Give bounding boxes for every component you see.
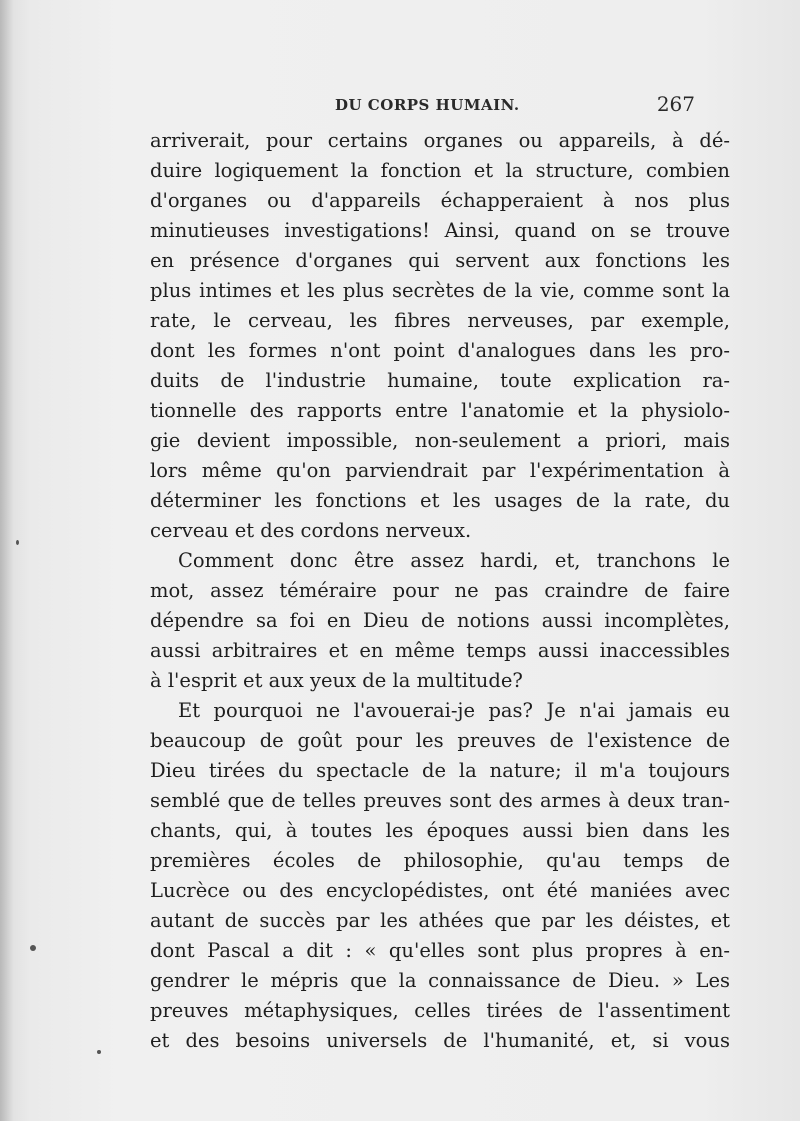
ink-speck	[30, 945, 36, 951]
running-title: DU CORPS HUMAIN.	[335, 96, 520, 114]
text-line: plus intimes et les plus secrètes de la vie, comme sont la	[150, 279, 730, 302]
text-line: gie devient impossible, non-seulement a priori, mais	[150, 429, 730, 452]
paragraph-start-line: Comment donc être assez hardi, et, tranchons le	[178, 549, 730, 572]
binding-gutter	[0, 0, 14, 1121]
text-line: beaucoup de goût pour les preuves de l'existence de	[150, 729, 730, 752]
text-line: chants, qui, à toutes les époques aussi bien dans les	[150, 819, 730, 842]
text-line: arriverait, pour certains organes ou appareils, à dé-	[150, 129, 730, 152]
text-line: dont Pascal a dit : « qu'elles sont plus propres à en-	[150, 939, 730, 962]
body-text	[150, 126, 730, 1056]
text-line: gendrer le mépris que la connaissance de Dieu. » Les	[150, 969, 730, 992]
text-line: premières écoles de philosophie, qu'au temps de	[150, 849, 730, 872]
ink-speck	[16, 540, 19, 545]
text-line: lors même qu'on parviendrait par l'expérimentation à	[150, 459, 730, 482]
text-line: duits de l'industrie humaine, toute explication ra-	[150, 369, 730, 392]
text-line: et des besoins universels de l'humanité, et, si vous	[150, 1029, 730, 1052]
text-line: tionnelle des rapports entre l'anatomie et la physiolo-	[150, 399, 730, 422]
page-number: 267	[656, 92, 695, 116]
text-line: déterminer les fonctions et les usages de la rate, du	[150, 489, 730, 512]
text-line: Lucrèce ou des encyclopédistes, ont été maniées avec	[150, 879, 730, 902]
text-line: minutieuses investigations! Ainsi, quand on se trouve	[150, 219, 730, 242]
text-line: en présence d'organes qui servent aux fonctions les	[150, 249, 730, 272]
text-line: semblé que de telles preuves sont des armes à deux tran-	[150, 789, 730, 812]
paragraph-end-line: à l'esprit et aux yeux de la multitude?	[150, 669, 523, 692]
text-line: dont les formes n'ont point d'analogues dans les pro-	[150, 339, 730, 362]
ink-speck	[97, 1050, 101, 1054]
page-header	[150, 92, 695, 116]
paragraph-end-line: cerveau et des cordons nerveux.	[150, 519, 472, 542]
text-line: mot, assez téméraire pour ne pas craindre de faire	[150, 579, 730, 602]
text-line: preuves métaphysiques, celles tirées de l'assentiment	[150, 999, 730, 1022]
paragraph-start-line: Et pourquoi ne l'avouerai-je pas? Je n'ai jamais eu	[178, 699, 730, 722]
text-line: autant de succès par les athées que par les déistes, et	[150, 909, 730, 932]
text-line: aussi arbitraires et en même temps aussi inaccessibles	[150, 639, 730, 662]
text-line: Dieu tirées du spectacle de la nature; il m'a toujours	[150, 759, 730, 782]
text-line: rate, le cerveau, les fibres nerveuses, par exemple,	[150, 309, 730, 332]
text-line: d'organes ou d'appareils échapperaient à nos plus	[150, 189, 730, 212]
text-line: duire logiquement la fonction et la structure, combien	[150, 159, 730, 182]
text-line: dépendre sa foi en Dieu de notions aussi incomplètes,	[150, 609, 730, 632]
